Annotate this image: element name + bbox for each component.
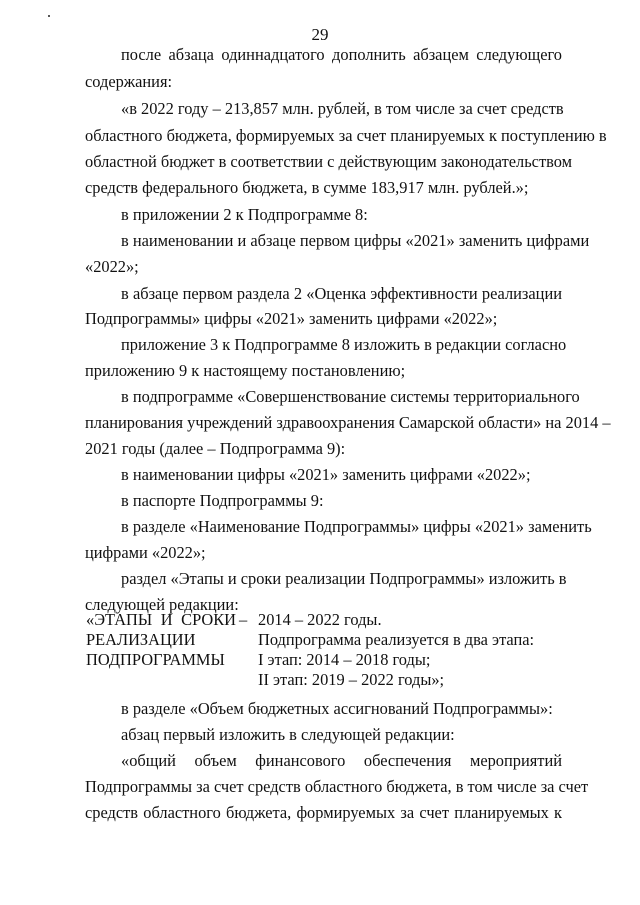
table-value: II этап: 2019 – 2022 годы»; bbox=[258, 670, 445, 689]
text-line: в приложении 2 к Подпрограмме 8: bbox=[121, 205, 368, 224]
text-line: приложение 3 к Подпрограмме 8 изложить в редакции согласно bbox=[121, 335, 567, 354]
text-line: следующей редакции: bbox=[85, 595, 239, 614]
table-label: ПОДПРОГРАММЫ bbox=[86, 650, 225, 669]
text-line: абзац первый изложить в следующей редакции: bbox=[121, 725, 455, 744]
text-line: в разделе «Объем бюджетных ассигнований Подпрограммы»: bbox=[121, 699, 553, 718]
scan-speck bbox=[48, 15, 50, 17]
text-line: средств областного бюджета, формируемых за счет планируемых к bbox=[85, 803, 562, 822]
table-dash: – bbox=[239, 610, 248, 629]
text-line: областной бюджет в соответствии с действующим законодательством bbox=[85, 152, 572, 171]
text-line: Подпрограммы за счет средств областного бюджета, в том числе за счет bbox=[85, 777, 589, 796]
table-value: Подпрограмма реализуется в два этапа: bbox=[258, 630, 535, 649]
text-line: раздел «Этапы и сроки реализации Подпрограммы» изложить в bbox=[121, 569, 567, 588]
text-line: в наименовании и абзаце первом цифры «2021» заменить цифрами bbox=[121, 231, 590, 250]
text-line: в наименовании цифры «2021» заменить цифрами «2022»; bbox=[121, 465, 531, 484]
table-value: 2014 – 2022 годы. bbox=[258, 610, 382, 629]
text-line: в паспорте Подпрограммы 9: bbox=[121, 491, 324, 510]
text-line: в разделе «Наименование Подпрограммы» цифры «2021» заменить bbox=[121, 517, 592, 536]
text-line: «в 2022 году – 213,857 млн. рублей, в том числе за счет средств bbox=[121, 99, 564, 118]
text-line: приложению 9 к настоящему постановлению; bbox=[85, 361, 406, 380]
text-line: в подпрограмме «Совершенствование системы территориального bbox=[121, 387, 580, 406]
text-line: планирования учреждений здравоохранения Самарской области» на 2014 – bbox=[85, 413, 611, 432]
table-label: «ЭТАПЫ И СРОКИ bbox=[86, 610, 236, 629]
text-line: областного бюджета, формируемых за счет планируемых к поступлению в bbox=[85, 126, 607, 145]
table-value: I этап: 2014 – 2018 годы; bbox=[258, 650, 431, 669]
text-line: содержания: bbox=[85, 72, 173, 91]
text-line: в абзаце первом раздела 2 «Оценка эффективности реализации bbox=[121, 284, 562, 303]
text-line: Подпрограммы» цифры «2021» заменить цифрами «2022»; bbox=[85, 309, 498, 328]
text-line: «общий объем финансового обеспечения мероприятий bbox=[121, 751, 562, 770]
text-line: после абзаца одиннадцатого дополнить абзацем следующего bbox=[121, 45, 562, 64]
table-label: РЕАЛИЗАЦИИ bbox=[86, 630, 196, 649]
page-number: 29 bbox=[311, 25, 329, 44]
text-line: «2022»; bbox=[85, 257, 139, 276]
text-line: цифрами «2022»; bbox=[85, 543, 206, 562]
text-line: 2021 годы (далее – Подпрограмма 9): bbox=[85, 439, 346, 458]
text-line: средств федерального бюджета, в сумме 183,917 млн. рублей.»; bbox=[85, 178, 529, 197]
